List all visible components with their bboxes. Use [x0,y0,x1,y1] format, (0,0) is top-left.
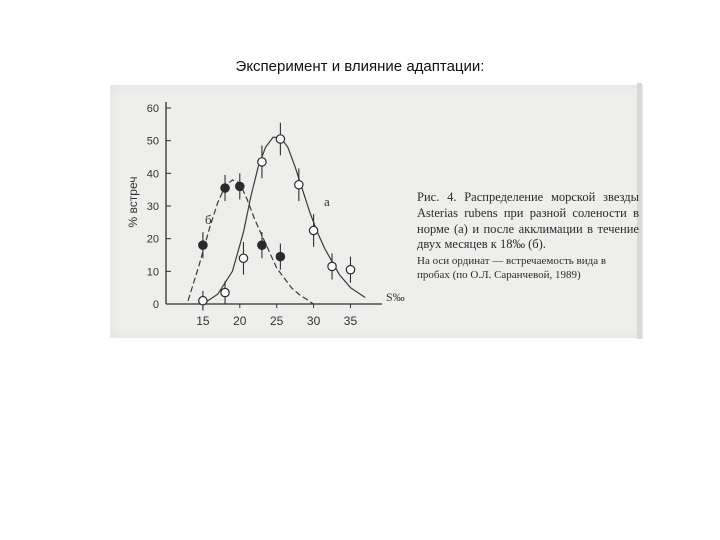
data-point-b [221,184,229,192]
data-point-b [276,252,284,260]
y-tick-label: 40 [146,168,159,181]
data-point-b [258,241,266,249]
y-tick-label: 10 [146,266,159,279]
data-marks [199,123,355,311]
y-axis-label: % встреч [126,176,140,228]
data-point-a [328,262,336,270]
x-axis-label: S‰ [386,290,405,304]
data-point-b [236,182,244,190]
chart-axes [147,102,382,328]
y-tick-label: 0 [152,299,159,311]
data-point-a [258,158,266,166]
slide-title: Эксперимент и влияние адаптации: [235,58,485,75]
x-tick-label: 20 [233,314,247,328]
series-a-label: а [324,194,330,209]
x-tick-label: 30 [306,314,321,328]
x-tick-label: 15 [196,314,210,328]
data-point-a [199,297,207,305]
series-b-label: б [205,212,212,227]
figure-caption [417,190,639,282]
data-point-a [346,266,354,274]
data-point-a [276,135,284,143]
x-tick-label: 25 [270,314,284,328]
fit-curves [188,137,365,304]
y-tick-label: 30 [146,201,159,213]
caption-note: На оси ординат — встречаемость вида в пробах (по О.Л. Саранчевой, 1989) [417,255,607,281]
fit-curve-a [203,137,365,304]
x-tick-label: 35 [343,314,358,328]
data-point-a [239,254,247,262]
y-tick-label: 50 [146,135,159,148]
data-point-a [221,288,229,296]
data-point-a [309,226,317,234]
data-point-a [295,181,303,189]
data-point-b [199,241,207,249]
caption-main: Рис. 4. Распределение морской звезды Asterias rubens при разной солености в норме (а) и после акклимации в течение двух месяцев к 18‰ (б). [417,190,639,252]
y-tick-label: 20 [146,233,159,246]
y-tick-label: 60 [146,103,159,115]
